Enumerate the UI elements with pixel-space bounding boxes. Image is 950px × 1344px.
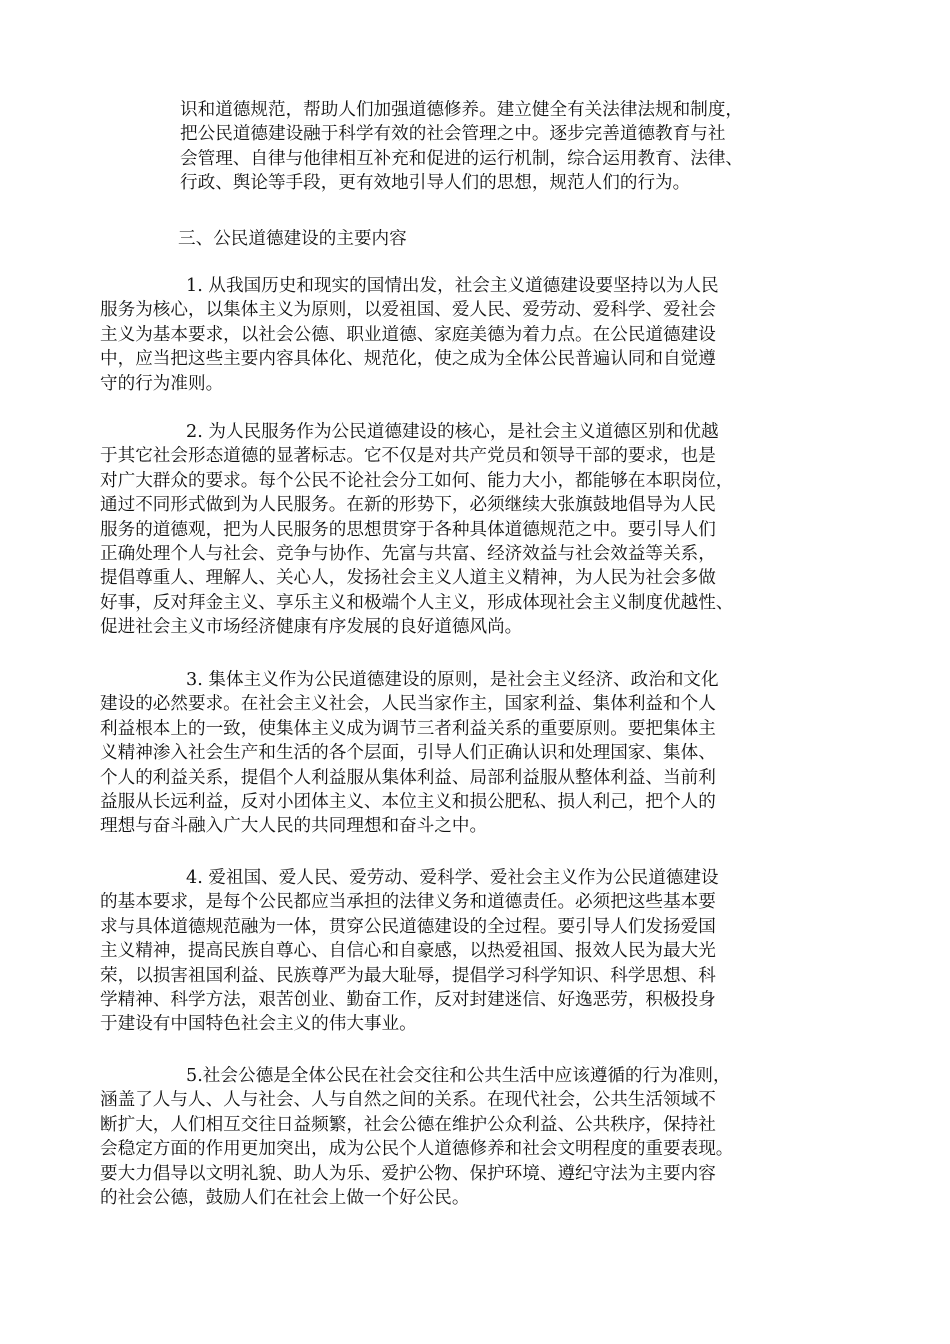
paragraph-line: 会稳定方面的作用更加突出，成为公民个人道德修养和社会文明程度的重要表现。: [100, 1139, 734, 1160]
paragraph-line: 正确处理个人与社会、竞争与协作、先富与共富、经济效益与社会效益等关系，: [100, 544, 716, 565]
paragraph-4: [100, 866, 800, 1037]
paragraph-line: 提倡尊重人、理解人、关心人，发扬社会主义人道主义精神，为人民为社会多做: [100, 568, 716, 589]
paragraph-line: 好事，反对拜金主义、享乐主义和极端个人主义，形成体现社会主义制度优越性、: [100, 592, 734, 613]
paragraph-line: 益服从长远利益，反对小团体主义、本位主义和损公肥私、损人利己，把个人的: [100, 792, 716, 813]
paragraph-line: 服务为核心，以集体主义为原则，以爱祖国、爱人民、爱劳动、爱科学、爱社会: [100, 300, 716, 321]
paragraph-5: [100, 1064, 800, 1210]
paragraph-line: 3. 集体主义作为公民道德建设的原则，是社会主义经济、政治和文化: [186, 670, 719, 690]
paragraph-line: 利益根本上的一致，使集体主义成为调节三者利益关系的重要原则。要把集体主: [100, 718, 716, 739]
paragraph-line: 的社会公德，鼓励人们在社会上做一个好公民。: [100, 1188, 470, 1209]
paragraph-line: 主义精神，提高民族自尊心、自信心和自豪感，以热爱祖国、报效人民为最大光: [100, 941, 716, 962]
paragraph-line: 2. 为人民服务作为公民道德建设的核心，是社会主义道德区别和优越: [186, 422, 719, 442]
paragraph-line: 于其它社会形态道德的显著标志。它不仅是对共产党员和领导干部的要求，也是: [100, 446, 716, 467]
paragraph-3: [100, 668, 800, 839]
paragraph-line: 1. 从我国历史和现实的国情出发，社会主义道德建设要坚持以为人民: [186, 276, 719, 296]
intro-line: 识和道德规范，帮助人们加强道德修养。建立健全有关法律法规和制度，: [180, 100, 744, 120]
paragraph-1: [100, 274, 800, 396]
paragraph-line: 荣，以损害祖国利益、民族尊严为最大耻辱，提倡学习科学知识、科学思想、科: [100, 965, 716, 986]
paragraph-line: 服务的道德观，把为人民服务的思想贯穿于各种具体道德规范之中。要引导人们: [100, 519, 716, 540]
paragraph-line: 义精神渗入社会生产和生活的各个层面，引导人们正确认识和处理国家、集体、: [100, 743, 716, 764]
paragraph-line: 建设的必然要求。在社会主义社会，人民当家作主，国家利益、集体利益和个人: [100, 694, 716, 715]
paragraph-line: 个人的利益关系，提倡个人利益服从集体利益、局部利益服从整体利益、当前利: [100, 767, 716, 788]
section-heading-text: 三、公民道德建设的主要内容: [178, 229, 407, 249]
paragraph-line: 对广大群众的要求。每个公民不论社会分工如何、能力大小，都能够在本职岗位，: [100, 470, 734, 491]
paragraph-line: 于建设有中国特色社会主义的伟大事业。: [100, 1014, 417, 1035]
paragraph-line: 5.社会公德是全体公民在社会交往和公共生活中应该遵循的行为准则，: [186, 1066, 731, 1086]
intro-line: 行政、舆论等手段，更有效地引导人们的思想，规范人们的行为。: [180, 173, 691, 194]
paragraph-line: 中，应当把这些主要内容具体化、规范化，使之成为全体公民普遍认同和自觉遵: [100, 349, 716, 370]
paragraph-line: 理想与奋斗融入广大人民的共同理想和奋斗之中。: [100, 816, 488, 837]
paragraph-line: 断扩大，人们相互交往日益频繁，社会公德在维护公众利益、公共秩序，保持社: [100, 1114, 716, 1135]
paragraph-line: 主义为基本要求，以社会公德、职业道德、家庭美德为着力点。在公民道德建设: [100, 324, 716, 345]
paragraph-line: 求与具体道德规范融为一体，贯穿公民道德建设的全过程。要引导人们发扬爱国: [100, 916, 716, 937]
paragraph-line: 守的行为准则。: [100, 373, 224, 394]
paragraph-line: 促进社会主义市场经济健康有序发展的良好道德风尚。: [100, 617, 523, 638]
section-heading: [178, 227, 798, 251]
paragraph-line: 要大力倡导以文明礼貌、助人为乐、爱护公物、保护环境、遵纪守法为主要内容: [100, 1163, 716, 1184]
paragraph-line: 的基本要求，是每个公民都应当承担的法律义务和道德责任。必须把这些基本要: [100, 892, 716, 913]
paragraph-2: [100, 420, 800, 640]
paragraph-line: 学精神、科学方法，艰苦创业、勤奋工作，反对封建迷信、好逸恶劳，积极投身: [100, 990, 716, 1011]
paragraph-line: 4. 爱祖国、爱人民、爱劳动、爱科学、爱社会主义作为公民道德建设: [186, 868, 719, 888]
intro-line: 把公民道德建设融于科学有效的社会管理之中。逐步完善道德教育与社: [180, 124, 726, 145]
intro-line: 会管理、自律与他律相互补充和促进的运行机制，综合运用教育、法律、: [180, 148, 744, 169]
paragraph-line: 通过不同形式做到为人民服务。在新的形势下，必须继续大张旗鼓地倡导为人民: [100, 495, 716, 516]
intro-paragraph: [180, 98, 792, 196]
paragraph-line: 涵盖了人与人、人与社会、人与自然之间的关系。在现代社会，公共生活领域不: [100, 1090, 716, 1111]
